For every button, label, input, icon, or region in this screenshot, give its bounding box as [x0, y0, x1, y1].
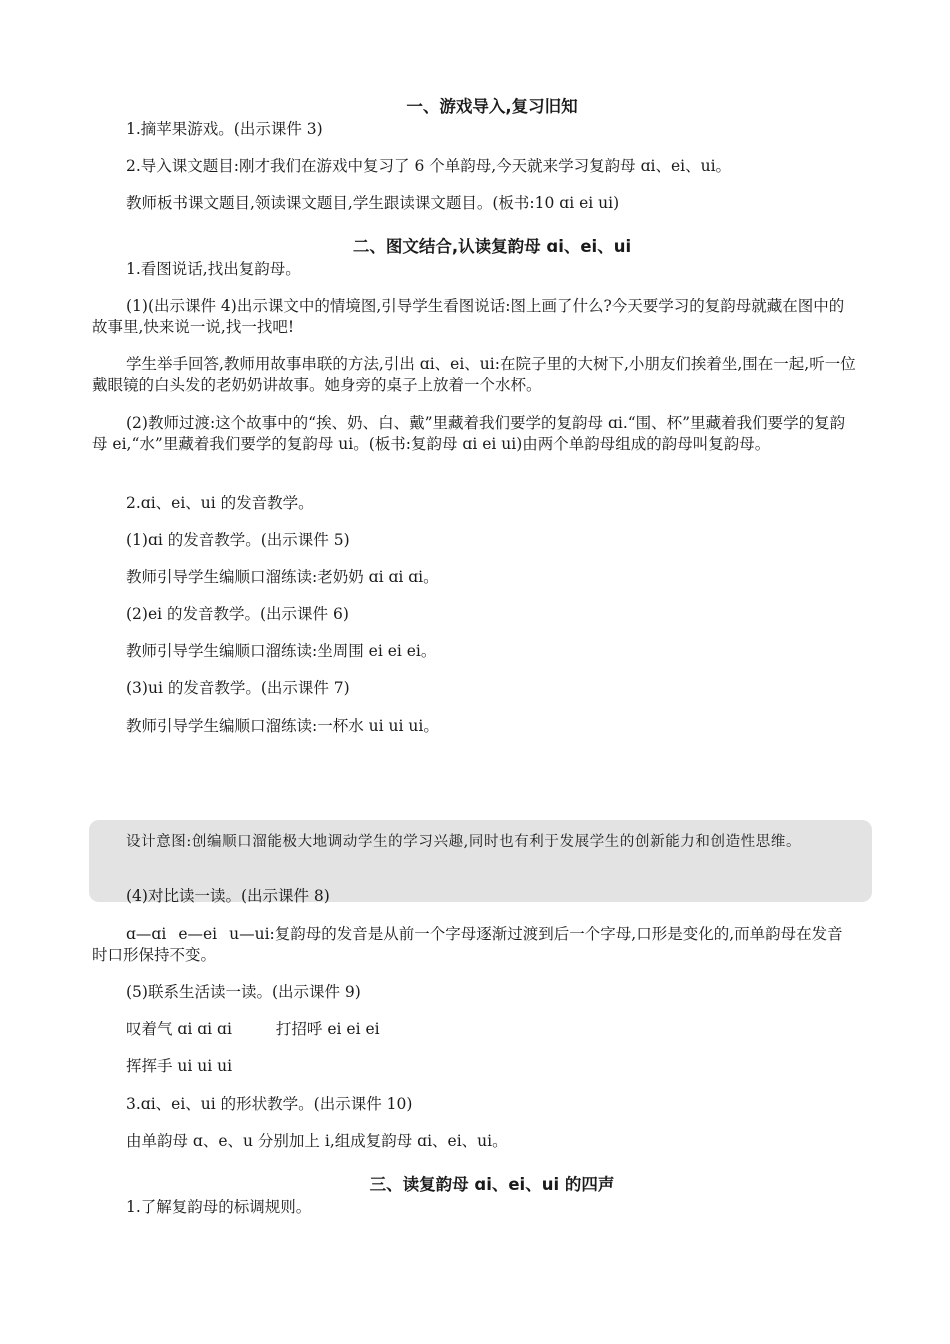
chant-greet: 打招呼 ei ei ei	[275, 1020, 380, 1038]
paragraph: (2)ei 的发音教学。(出示课件 6)	[126, 605, 349, 623]
paragraph	[92, 1019, 858, 1040]
paragraph: 1.看图说话,找出复韵母。	[126, 260, 301, 278]
paragraph: 挥挥手 ui ui ui	[126, 1057, 233, 1075]
section-heading-1: 一、游戏导入,复习旧知	[406, 97, 578, 116]
paragraph: 教师引导学生编顺口溜练读:老奶奶 ɑi ɑi ɑi。	[126, 568, 439, 586]
paragraph: 教师引导学生编顺口溜练读:一杯水 ui ui ui。	[126, 717, 439, 735]
paragraph: (3)ui 的发音教学。(出示课件 7)	[126, 679, 350, 697]
design-intent-text: 设计意图:创编顺口溜能极大地调动学生的学习兴趣,同时也有利于发展学生的创新能力和创造性思维。	[126, 834, 802, 850]
paragraph: 1.了解复韵母的标调规则。	[126, 1198, 312, 1216]
paragraph: 教师板书课文题目,领读课文题目,学生跟读课文题目。(板书:10 ɑi ei ui)	[126, 194, 620, 212]
paragraph: 1.摘苹果游戏。(出示课件 3)	[126, 120, 323, 138]
paragraph	[92, 924, 858, 966]
paragraph: (2)教师过渡:这个故事中的“挨、奶、白、戴”里藏着我们要学的复韵母 ɑi.“围、杯”里藏着我们要学的复韵母 ei,“水”里藏着我们要学的复韵母 ui。(板书:复韵母 ɑi ei ui)由两个单韵母组成的韵母叫复韵母。	[92, 414, 846, 453]
paragraph: 学生举手回答,教师用故事串联的方法,引出 ɑi、ei、ui:在院子里的大树下,小朋友们挨着坐,围在一起,听一位戴眼镜的白头发的老奶奶讲故事。她身旁的桌子上放着一个水杯。	[92, 355, 856, 394]
paragraph: 3.ɑi、ei、ui 的形状教学。(出示课件 10)	[126, 1095, 413, 1113]
contrast-pair-e: e—ei	[178, 925, 218, 943]
paragraph: (1)(出示课件 4)出示课文中的情境图,引导学生看图说话:图上画了什么?今天要学习的复韵母就藏在图中的故事里,快来说一说,找一找吧!	[92, 297, 845, 336]
paragraph: (4)对比读一读。(出示课件 8)	[126, 887, 330, 905]
paragraph: (5)联系生活读一读。(出示课件 9)	[126, 983, 361, 1001]
paragraph: (1)ɑi 的发音教学。(出示课件 5)	[126, 531, 350, 549]
contrast-pair-u: u—ui:复韵母的发音是从前一个字母逐渐过渡到后一个字母,口形是变化的,而单韵母在发音时口形保持不变。	[92, 925, 843, 964]
contrast-pair-a: ɑ—ɑi	[126, 925, 167, 943]
paragraph: 2.导入课文题目:刚才我们在游戏中复习了 6 个单韵母,今天就来学习复韵母 ɑi、ei、ui。	[126, 157, 732, 175]
paragraph: 由单韵母 ɑ、e、u 分别加上 i,组成复韵母 ɑi、ei、ui。	[126, 1132, 508, 1150]
chant-sigh: 叹着气 ɑi ɑi ɑi	[126, 1020, 232, 1038]
paragraph: 教师引导学生编顺口溜练读:坐周围 ei ei ei。	[126, 642, 437, 660]
paragraph: 2.ɑi、ei、ui 的发音教学。	[126, 494, 314, 512]
section-heading-2: 二、图文结合,认读复韵母 ɑi、ei、ui	[352, 237, 632, 256]
section-heading-3: 三、读复韵母 ɑi、ei、ui 的四声	[369, 1175, 615, 1194]
